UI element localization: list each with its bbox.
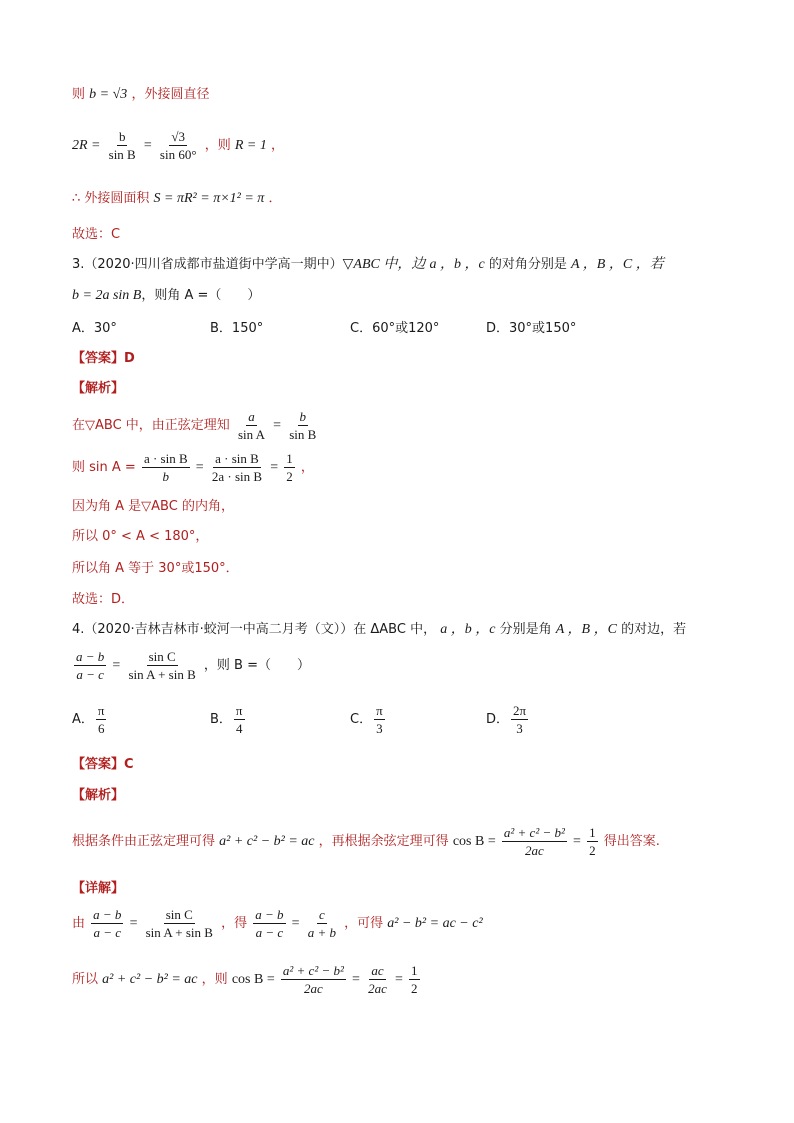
- q3-step3: 因为角 A 是▽ABC 的内角，: [72, 499, 234, 514]
- math-expr: cos B =: [452, 834, 496, 849]
- fraction: [144, 906, 215, 941]
- text: ，外接圆直径: [131, 87, 210, 102]
- q4-option-d: [486, 702, 530, 737]
- denominator: sin B: [108, 147, 136, 162]
- fraction: [253, 906, 285, 941]
- text: ∴ 外接圆面积: [72, 191, 150, 206]
- numerator: √3: [171, 129, 186, 144]
- fraction: [158, 128, 199, 163]
- q3-option-c: C．60°或120°: [350, 321, 440, 336]
- q4-angles: A ，B ，C: [555, 622, 617, 637]
- q3-step5: 所以角 A 等于 30°或150°．: [72, 561, 239, 576]
- q4-detail-step2: 所以 a² + c² − b² = ac ，则 cos B = $\frac{\text{a² + c² − b²}}{2ac}$ = $\frac{ac}{2ac}$ = $\frac{1}{2}$: [72, 963, 418, 996]
- q3-option-d: D．30°或150°: [486, 321, 577, 336]
- denominator: 2: [411, 981, 418, 996]
- denominator: a − c: [255, 925, 284, 940]
- denominator: 2ac: [368, 981, 387, 996]
- text: 则: [72, 87, 86, 102]
- denominator: sin A: [237, 427, 266, 442]
- numerator: π: [235, 703, 243, 718]
- fraction: [96, 702, 107, 737]
- q3-analysis-label: 【解析】: [72, 381, 125, 396]
- numerator: sin C: [148, 649, 176, 664]
- q3-step4: 所以 0° < A < 180°，: [72, 529, 209, 544]
- numerator: a − b: [255, 907, 284, 922]
- option-label: C．: [350, 712, 373, 727]
- fraction: [306, 906, 338, 941]
- fraction: [587, 824, 598, 859]
- fraction: [502, 824, 567, 859]
- q4-options: [72, 702, 632, 742]
- denominator: 2ac: [524, 843, 544, 858]
- numerator: a − b: [76, 649, 105, 664]
- fraction: [107, 128, 138, 163]
- denominator: a + b: [307, 925, 336, 940]
- solution-line-circumradius: 2R = $\frac{b}{\text{sin B}}$ = $\frac{√3}{\sin 60^\circ}$ ，则 R = 1 ，: [72, 129, 284, 162]
- text: 所以: [72, 972, 99, 987]
- math-expr: cos B =: [231, 972, 275, 987]
- q3-condition: b = 2a sin B: [72, 288, 142, 303]
- q4-option-c: [350, 702, 387, 737]
- fraction: [210, 450, 264, 485]
- text: ，得: [221, 916, 248, 931]
- math-expr: R = 1: [234, 138, 267, 153]
- denominator: sin B: [289, 427, 317, 442]
- fraction: [126, 648, 197, 683]
- q4-analysis-label: 【解析】: [72, 788, 125, 803]
- fraction: [234, 702, 245, 737]
- math-expr: a² + c² − b² = ac: [102, 972, 198, 987]
- fraction: [142, 450, 190, 485]
- fraction: [366, 962, 389, 997]
- denominator: 3: [516, 721, 523, 736]
- text: ，可得: [344, 916, 384, 931]
- text: ，: [270, 138, 284, 153]
- numerator: b: [299, 409, 307, 424]
- math-expr: a² + c² − b² = ac: [219, 834, 315, 849]
- text: ，则: [201, 972, 228, 987]
- q3-step1: 在▽ABC 中，由正弦定理知 $\frac{a}{\text{sin A}}$ = $\frac{b}{\text{sin B}}$: [72, 409, 317, 442]
- q3-stem-a: ▽ABC 中，边: [342, 257, 426, 272]
- fraction: [409, 962, 420, 997]
- solution-line-b-value: [72, 86, 209, 104]
- fraction: [281, 962, 346, 997]
- math-expr: a² − b² = ac − c²: [387, 916, 483, 931]
- q4-ask: ，则 B =（ ）: [203, 658, 310, 673]
- fraction: [91, 906, 123, 941]
- numerator: c: [318, 907, 325, 922]
- text: ，再根据余弦定理可得: [318, 834, 449, 849]
- text: 由: [72, 916, 86, 931]
- denominator: 4: [235, 721, 243, 736]
- q4-answer-label: 【答案】C: [72, 757, 134, 772]
- text: 则 sin A =: [72, 460, 136, 475]
- numerator: a · sin B: [215, 451, 259, 466]
- q3-answer-label: 【答案】D: [72, 351, 135, 366]
- numerator: b: [118, 129, 126, 144]
- text: 得出答案.: [603, 834, 660, 849]
- text: ．: [268, 191, 282, 206]
- numerator: ac: [371, 963, 384, 978]
- q4-detail-label: 【详解】: [72, 881, 125, 896]
- denominator: b: [162, 469, 170, 484]
- denominator: 2: [286, 469, 293, 484]
- q3-option-b: B．150°: [210, 321, 264, 336]
- text: ，则: [204, 138, 231, 153]
- q3-step2: 则 sin A = $\frac{\text{a · sin B}}{b}$ = $\frac{\text{a · sin B}}{\text{2a · sin B}}$ = $\frac{1}{2}$ ，: [72, 451, 314, 484]
- numerator: 2π: [513, 703, 527, 718]
- q3-vars: a ，b ，c: [429, 257, 485, 272]
- q4-stem-end: 的对边，若: [621, 622, 687, 637]
- numerator: a² + c² − b²: [503, 825, 565, 840]
- denominator: a − c: [93, 925, 122, 940]
- q4-option-b: [210, 702, 247, 737]
- numerator: π: [97, 703, 105, 718]
- q4-source: 4.（2020·吉林吉林市·蛟河一中高二月考（文））在 ΔABC 中，: [72, 622, 437, 637]
- denominator: sin A + sin B: [128, 667, 196, 682]
- q3-stem-b: 的对角分别是: [488, 257, 567, 272]
- option-label: A．: [72, 712, 94, 727]
- fraction: [74, 648, 106, 683]
- denominator: sin 60°: [159, 147, 197, 162]
- math-expr: b = √3: [89, 87, 128, 102]
- q3-stem-line1: [72, 256, 664, 274]
- q4-condition: $\frac{a - b}{a - c}$ = $\frac{\text{sin C}}{\text{sin A + sin B}}$ ，则 B =（ ）: [76, 649, 310, 682]
- numerator: a · sin B: [143, 451, 188, 466]
- numerator: π: [376, 703, 383, 718]
- fraction: [374, 702, 385, 737]
- q4-option-a: [72, 702, 108, 737]
- numerator: a: [248, 409, 255, 424]
- text: ，: [300, 460, 314, 475]
- math-expr: S = πR² = π×1² = π: [153, 191, 265, 206]
- numerator: a − b: [93, 907, 122, 922]
- q3-source: 3.（2020·四川省成都市盐道街中学高一期中）: [72, 257, 343, 272]
- fraction: [287, 408, 318, 443]
- q3-ask: ，则角 A =（ ）: [141, 288, 261, 303]
- answer-prev: 故选：C: [72, 227, 121, 242]
- fraction: [511, 702, 528, 737]
- numerator: a² + c² − b²: [282, 963, 344, 978]
- fraction: [236, 408, 267, 443]
- q4-detail-step1: 由 $\frac{a - b}{a - c}$ = $\frac{\text{sin C}}{\text{sin A + sin B}}$ ，得 $\frac{a - b}{a - c}$ = $\frac{c}{a + b}$ ，可得 a² − b² = ac − c²: [72, 907, 483, 940]
- denominator: a − c: [76, 667, 104, 682]
- math-expr: 2R =: [72, 138, 101, 153]
- denominator: 6: [97, 721, 105, 736]
- q4-vars: a ，b ，c: [440, 622, 496, 637]
- fraction: [284, 450, 295, 485]
- denominator: 3: [376, 721, 383, 736]
- option-label: D．: [486, 712, 510, 727]
- q4-stem: 分别是角: [499, 622, 552, 637]
- q4-analysis-text: 根据条件由正弦定理可得 a² + c² − b² = ac ，再根据余弦定理可得 cos B = $\frac{\text{a² + c² − b²}}{2ac}$ = $\frac{1}{2}$ 得出答案.: [72, 825, 660, 858]
- denominator: 2: [589, 843, 596, 858]
- solution-line-area: [72, 190, 281, 208]
- numerator: 1: [589, 825, 596, 840]
- denominator: 2ac: [303, 981, 323, 996]
- q3-final: 故选：D．: [72, 592, 135, 607]
- denominator: 2a · sin B: [211, 469, 263, 484]
- q3-stem-line2: [72, 287, 260, 305]
- q4-stem-line1: [72, 621, 686, 639]
- q3-option-a: A．30°: [72, 321, 117, 336]
- text: 根据条件由正弦定理可得: [72, 834, 216, 849]
- text: 在▽ABC 中，由正弦定理知: [72, 418, 230, 433]
- numerator: 1: [286, 451, 293, 466]
- numerator: sin C: [165, 907, 193, 922]
- q3-angles: A ，B ，C ，若: [571, 257, 664, 272]
- denominator: sin A + sin B: [145, 925, 213, 940]
- option-label: B．: [210, 712, 232, 727]
- numerator: 1: [411, 963, 418, 978]
